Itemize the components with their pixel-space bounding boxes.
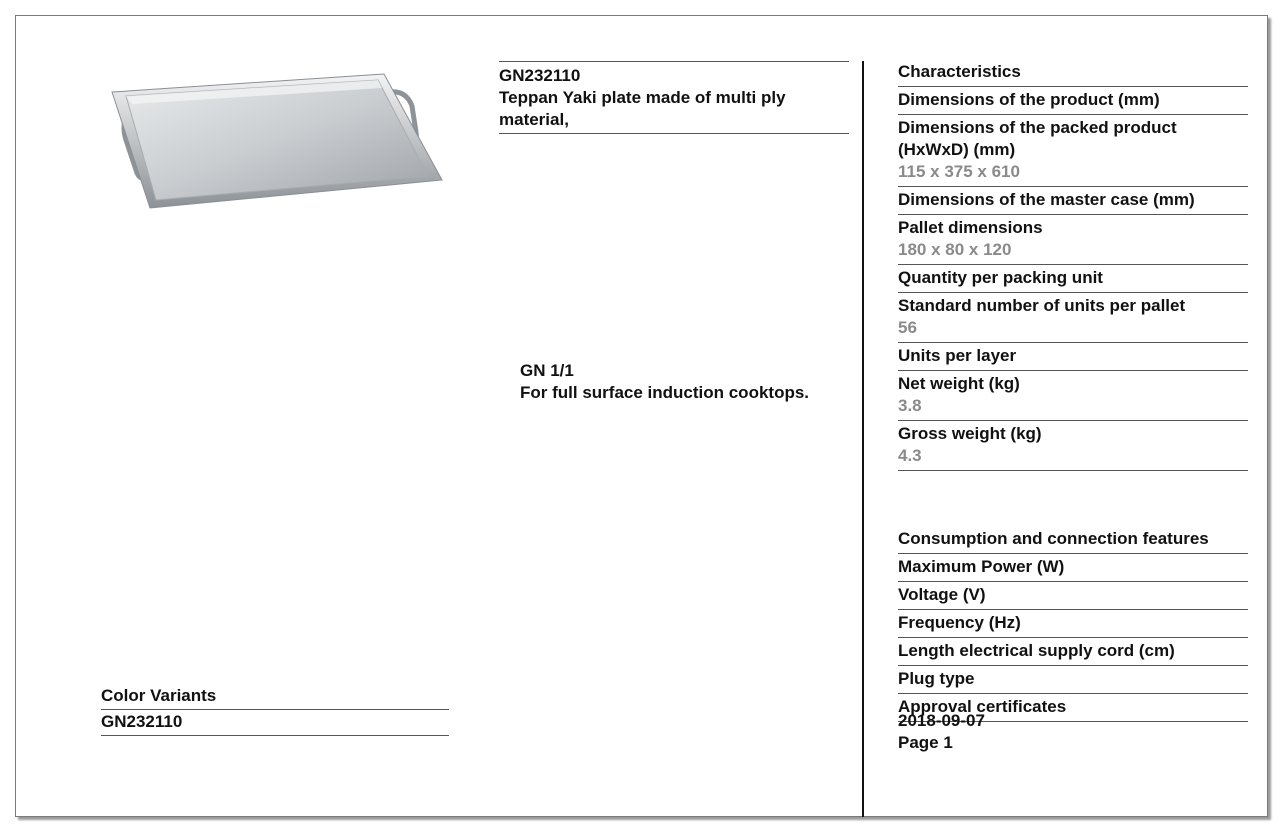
product-code: GN232110 xyxy=(499,66,581,85)
spec-value: 56 xyxy=(898,318,917,337)
spec-label: Gross weight (kg) xyxy=(898,424,1042,443)
consumption-row: Voltage (V) xyxy=(898,582,1248,610)
product-size-note: GN 1/1 xyxy=(520,361,574,380)
product-usage-note: For full surface induction cooktops. xyxy=(520,383,810,402)
spec-row xyxy=(898,371,1248,421)
spec-row xyxy=(898,421,1248,471)
spec-label: Dimensions of the packed product (HxWxD) (mm) xyxy=(898,118,1177,159)
spec-value: 4.3 xyxy=(898,446,922,465)
spec-row xyxy=(898,293,1248,343)
spec-label: Dimensions of the master case (mm) xyxy=(898,190,1195,209)
datasheet-page xyxy=(15,15,1268,817)
color-variant-item: GN232110 xyxy=(101,710,449,736)
spec-row xyxy=(898,115,1248,187)
teppan-yaki-plate-image xyxy=(106,62,446,222)
footer-info xyxy=(898,710,985,754)
page-number: Page 1 xyxy=(898,733,953,752)
spec-row xyxy=(898,265,1248,293)
product-note xyxy=(520,360,850,404)
spec-label: Net weight (kg) xyxy=(898,374,1020,393)
document-date: 2018-09-07 xyxy=(898,711,985,730)
spec-label: Quantity per packing unit xyxy=(898,268,1103,287)
characteristics-heading: Characteristics xyxy=(898,59,1248,87)
spec-row xyxy=(898,187,1248,215)
spec-row xyxy=(898,343,1248,371)
color-variants xyxy=(101,684,449,736)
spec-row xyxy=(898,87,1248,115)
product-description: Teppan Yaki plate made of multi ply material, xyxy=(499,87,849,134)
product-summary xyxy=(499,61,849,134)
consumption-row: Plug type xyxy=(898,666,1248,694)
specifications-column xyxy=(898,59,1248,722)
spec-label: Pallet dimensions xyxy=(898,218,1043,237)
spec-value: 180 x 80 x 120 xyxy=(898,240,1012,259)
consumption-row: Frequency (Hz) xyxy=(898,610,1248,638)
spec-value: 115 x 375 x 610 xyxy=(898,162,1020,181)
consumption-row: Approval certificates xyxy=(898,694,1248,722)
column-divider xyxy=(862,61,864,817)
spec-value: 3.8 xyxy=(898,396,922,415)
spec-label: Standard number of units per pallet xyxy=(898,296,1186,315)
consumption-row: Length electrical supply cord (cm) xyxy=(898,638,1248,666)
spec-row xyxy=(898,215,1248,265)
consumption-row: Maximum Power (W) xyxy=(898,554,1248,582)
spec-label: Dimensions of the product (mm) xyxy=(898,90,1160,109)
color-variants-heading: Color Variants xyxy=(101,684,449,710)
consumption-heading: Consumption and connection features xyxy=(898,526,1248,554)
spec-label: Units per layer xyxy=(898,346,1017,365)
